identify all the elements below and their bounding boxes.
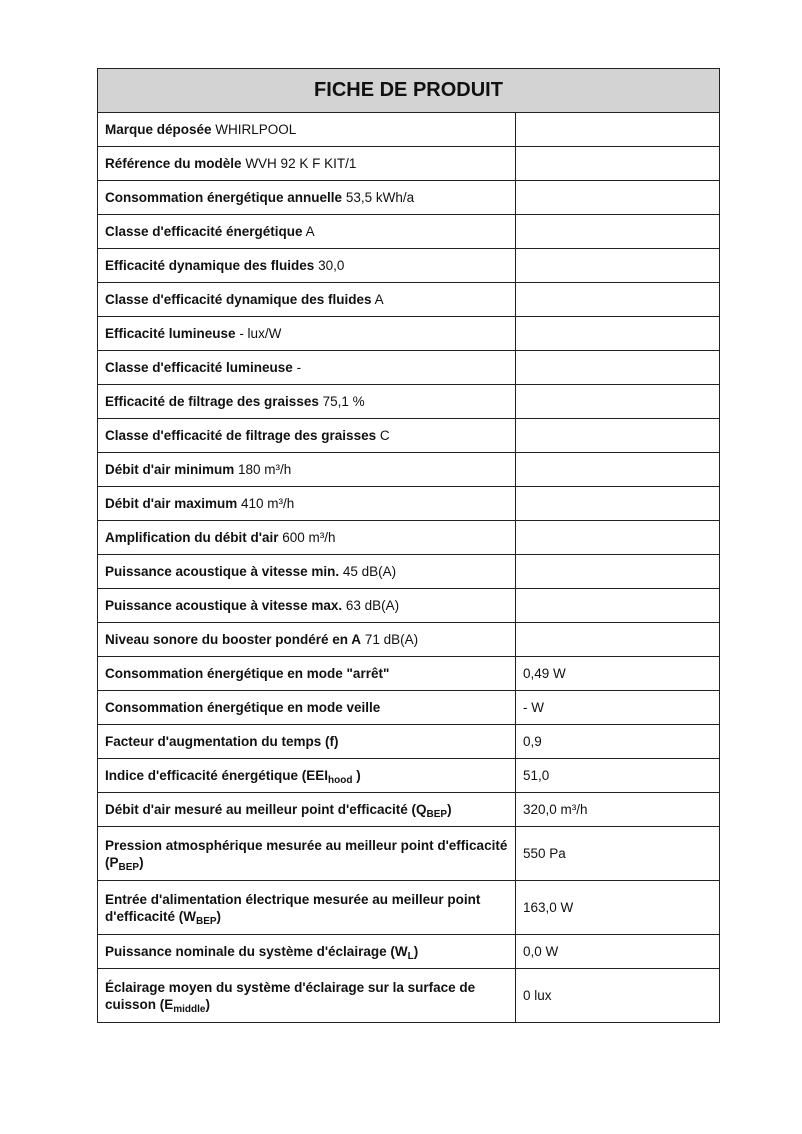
row-inline-value: WHIRLPOOL	[215, 122, 297, 137]
row-label: Classe d'efficacité dynamique des fluides	[105, 292, 372, 307]
row-inline-value: 600 m³/h	[282, 530, 336, 545]
row-value	[516, 487, 720, 521]
row-value: 0,0 W	[516, 935, 720, 969]
row-inline-value: WVH 92 K F KIT/1	[245, 156, 357, 171]
row-inline-value: A	[305, 224, 315, 239]
row-value	[516, 589, 720, 623]
table-row	[98, 759, 720, 793]
row-label: Niveau sonore du booster pondéré en A	[105, 632, 362, 647]
row-inline-value: 75,1 %	[322, 394, 365, 409]
table-row	[98, 351, 720, 385]
row-inline-value: 30,0	[318, 258, 345, 273]
sheet-title: FICHE DE PRODUIT	[98, 69, 720, 113]
row-label: Indice d'efficacité énergétique ($EEI_{hood}$ )	[105, 768, 361, 786]
row-value	[516, 283, 720, 317]
table-row	[98, 215, 720, 249]
row-value: 0,9	[516, 725, 720, 759]
table-row	[98, 657, 720, 691]
row-value: 163,0 W	[516, 881, 720, 935]
row-label: Consommation énergétique annuelle	[105, 190, 343, 205]
row-value	[516, 351, 720, 385]
table-row	[98, 419, 720, 453]
row-label: Consommation énergétique en mode "arrêt"	[105, 666, 390, 681]
row-value	[516, 249, 720, 283]
row-label: Puissance acoustique à vitesse max.	[105, 598, 343, 613]
row-label: Éclairage moyen du système d'éclairage sur la surface de cuisson $(E_{middle})$	[105, 979, 476, 1015]
row-inline-value: -	[296, 360, 302, 375]
row-value	[516, 385, 720, 419]
row-value: - W	[516, 691, 720, 725]
row-label: Facteur d'augmentation du temps (f)	[105, 734, 339, 749]
table-row	[98, 181, 720, 215]
row-label: Efficacité lumineuse	[105, 326, 236, 341]
row-value	[516, 181, 720, 215]
table-row	[98, 589, 720, 623]
row-value: 550 Pa	[516, 827, 720, 881]
row-label: Efficacité dynamique des fluides	[105, 258, 315, 273]
table-row	[98, 113, 720, 147]
row-value: 51,0	[516, 759, 720, 793]
row-label: Débit d'air minimum	[105, 462, 235, 477]
row-label: Classe d'efficacité de filtrage des graisses	[105, 428, 377, 443]
row-label: Marque déposée	[105, 122, 212, 137]
table-row	[98, 317, 720, 351]
row-label: Débit d'air mesuré au meilleur point d'efficacité $(Q_{BEP})$	[105, 802, 452, 820]
row-inline-value: C	[379, 428, 390, 443]
row-label: Amplification du débit d'air	[105, 530, 279, 545]
table-row	[98, 487, 720, 521]
table-row	[98, 555, 720, 589]
table-row	[98, 385, 720, 419]
table-row	[98, 623, 720, 657]
row-label: Efficacité de filtrage des graisses	[105, 394, 319, 409]
row-inline-value: A	[374, 292, 384, 307]
row-label: Puissance acoustique à vitesse min.	[105, 564, 340, 579]
table-row	[98, 793, 720, 827]
row-label: Référence du modèle	[105, 156, 242, 171]
table-row	[98, 881, 720, 935]
row-inline-value: 53,5 kWh/a	[345, 190, 415, 205]
row-value	[516, 623, 720, 657]
row-value: 0 lux	[516, 969, 720, 1023]
row-value	[516, 317, 720, 351]
row-inline-value: 71 dB(A)	[364, 632, 419, 647]
table-row	[98, 283, 720, 317]
table-row	[98, 969, 720, 1023]
row-value	[516, 555, 720, 589]
product-sheet-table	[97, 68, 720, 1023]
row-inline-value: 45 dB(A)	[342, 564, 397, 579]
row-label: Débit d'air maximum	[105, 496, 238, 511]
row-inline-value: 63 dB(A)	[345, 598, 400, 613]
row-label: Puissance nominale du système d'éclairage $(W_L)$	[105, 944, 419, 962]
row-inline-value: 410 m³/h	[241, 496, 295, 511]
row-inline-value: 180 m³/h	[238, 462, 292, 477]
row-label: Consommation énergétique en mode veille	[105, 700, 381, 715]
table-row	[98, 725, 720, 759]
row-value: 0,49 W	[516, 657, 720, 691]
table-row	[98, 249, 720, 283]
row-value	[516, 521, 720, 555]
row-inline-value: - lux/W	[239, 326, 282, 341]
table-row	[98, 935, 720, 969]
row-label: Pression atmosphérique mesurée au meilleur point d'efficacité $(P_{BEP})$	[105, 837, 508, 873]
table-row	[98, 521, 720, 555]
row-label: Classe d'efficacité lumineuse	[105, 360, 293, 375]
row-value	[516, 453, 720, 487]
row-label: Entrée d'alimentation électrique mesurée au meilleur point d'efficacité $(W_{BEP})$	[105, 891, 481, 927]
table-row	[98, 827, 720, 881]
row-value: 320,0 m³/h	[516, 793, 720, 827]
row-value	[516, 215, 720, 249]
row-label: Classe d'efficacité énergétique	[105, 224, 303, 239]
row-value	[516, 147, 720, 181]
table-row	[98, 691, 720, 725]
table-row	[98, 453, 720, 487]
row-value	[516, 419, 720, 453]
table-row	[98, 147, 720, 181]
row-value	[516, 113, 720, 147]
